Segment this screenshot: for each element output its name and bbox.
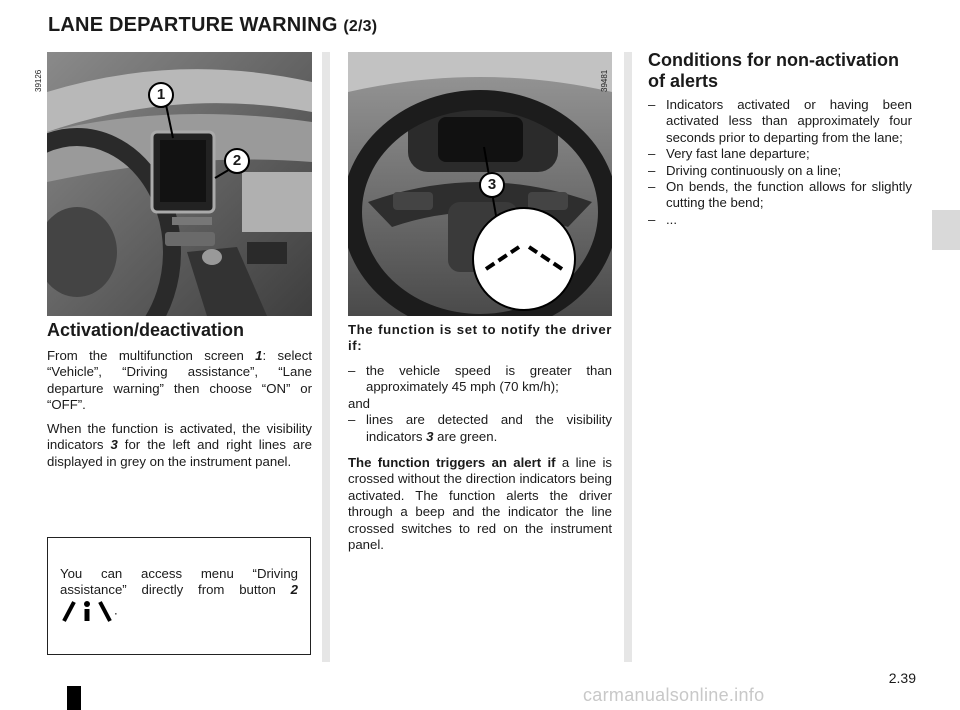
condition-item-lines [348,412,612,445]
lane-indicator-zoom [472,207,576,311]
p1-ref: 1 [255,348,263,363]
function-conditions [348,363,612,445]
note-text [60,566,298,623]
conditions-heading [648,50,918,92]
activation-paragraph-1 [47,348,312,414]
p1-text-a: From the multifunction screen [47,348,256,363]
condition-list-item: – Very fast lane departure; [648,146,912,162]
watermark: carmanualsonline.info [583,685,765,705]
title-part: (2/3) [343,18,378,35]
callout-1: 1 [148,82,174,108]
title-text: LANE DEPARTURE WARNING [48,14,338,36]
condition-item-speed: – the vehicle speed is greater than approximately 45 mph (70 km/h); [348,363,612,396]
p2-text-b: for the left and right lines are displayed in grey on the instrument panel. [47,437,312,469]
alert-bold: The function triggers an alert if [348,455,556,470]
callout-2: 2 [224,148,250,174]
conditions-list [648,97,912,228]
column-divider-right [624,52,632,662]
activation-paragraph-2 [47,421,312,470]
function-intro: The function is set to notify the driver if: [348,322,612,354]
photo-ref-middle: 39481 [600,69,609,92]
page-number: 2.39 [888,670,916,686]
item2-ref: 3 [426,428,434,444]
lane-lines-icon [474,209,574,309]
and-word: and [348,395,371,411]
chapter-tab [932,210,960,250]
activation-heading: Activation/deactivation [47,320,245,340]
page-title [48,14,377,37]
note-ref: 2 [290,582,298,598]
dashboard-photo [47,52,312,316]
note-tail: . [114,602,118,618]
note-body: You can access menu “Driving assistance” directly from button [60,566,298,598]
callout-3: 3 [479,172,505,198]
alert-rest: a line is crossed without the direction indicators being activated. The function alerts the driver through a beep and the indicator the line crossed switches to red on the instrument panel. [348,455,612,553]
steering-wheel-photo [348,52,612,316]
condition-list-item: – ... [648,212,912,228]
crop-mark [67,686,81,710]
conditions-heading-line2: of alerts [648,71,719,91]
item2-text-a: lines are detected and the visibility indicators [366,412,612,444]
conditions-heading-line1: Conditions for non-activation [648,50,899,70]
driving-assistance-button-icon [60,599,114,623]
photo-ref-left: 39126 [34,69,43,92]
item2-text-b: are green. [433,428,498,444]
column-divider-left [322,52,330,662]
condition-list-item: – Indicators activated or having been activated less than approximately four seconds prior to departing from the lane; [648,97,912,146]
condition-list-item: – On bends, the function allows for slightly cutting the bend; [648,179,912,212]
condition-list-item: – Driving continuously on a line; [648,163,912,179]
p2-ref: 3 [110,437,118,453]
note-box [47,537,311,655]
p2-text-a: When the function is activated, the visibility indicators [47,421,312,453]
p1-text-b: : select “Vehicle”, “Driving assistance”, “Lane departure warning” then choose “ON” or “OFF”. [47,348,312,413]
alert-paragraph [348,455,612,553]
